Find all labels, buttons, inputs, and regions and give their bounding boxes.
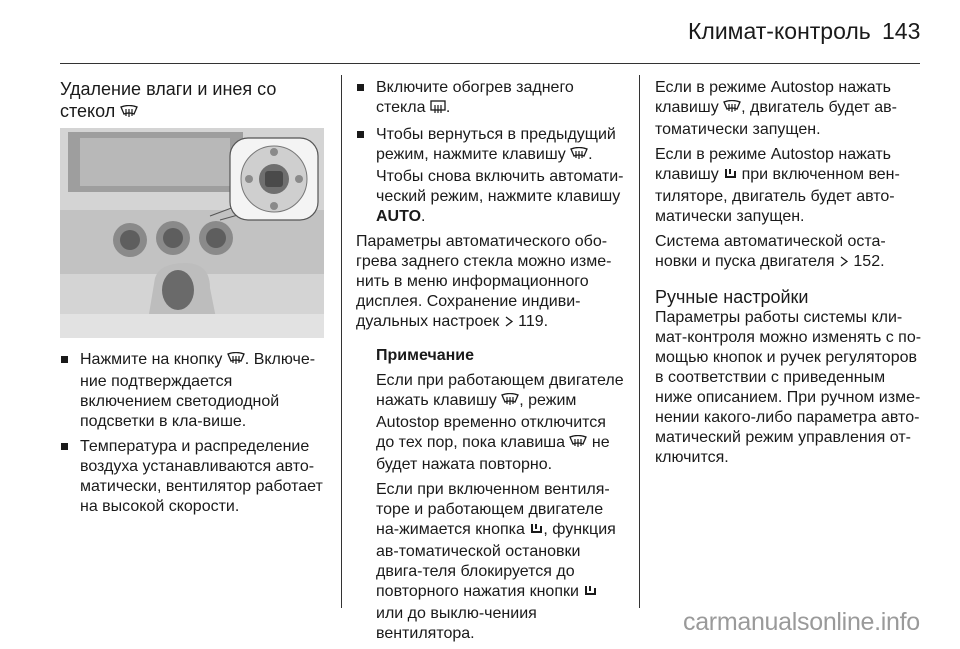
column-1 — [60, 78, 326, 124]
paragraph: Если в режиме Autostop нажать клавишу , двигатель будет ав-томатически запущен. — [655, 79, 897, 138]
page-number: 143 — [882, 18, 921, 44]
fan-icon — [583, 584, 597, 604]
list-item: Чтобы вернуться в предыдущий режим, нажмите клавишу . Чтобы снова включить автомати-ческий режим, нажмите клавишу AUTO. — [356, 125, 624, 227]
note-title: Примечание — [376, 347, 475, 364]
note-paragraph: Если при включенном вентиля-торе и работающем двигателе на-жимается кнопка , функция ав-томатической остановки двига-теля блокируется до повторного нажатия кнопки или до выклю-чениия вентилятора. — [376, 481, 616, 642]
column-3 — [655, 78, 923, 473]
windscreen-defrost-icon — [570, 147, 588, 167]
column-divider-2 — [639, 75, 640, 608]
paragraph: Система автоматической оста-новки и пуска двигателя 152. — [655, 232, 923, 274]
paragraph: Если в режиме Autostop нажать клавишу при включенном вен-тиляторе, двигатель будет авто-матически запущен. — [655, 146, 900, 225]
list-item: Нажмите на кнопку . Включе-ние подтверждается включением светодиодной подсветки в кла-више. — [60, 350, 326, 432]
fan-icon — [529, 522, 543, 542]
page-header-title: Климат-контроль — [688, 18, 871, 44]
section-heading-defrost: Удаление влаги и инея со стекол — [60, 78, 326, 124]
windscreen-defrost-icon — [569, 435, 587, 455]
climate-panel-photo — [60, 128, 324, 338]
windscreen-defrost-icon — [501, 393, 519, 413]
column-divider-1 — [341, 75, 342, 608]
list-item: Температура и распределение воздуха устанавливаются авто-матически, вентилятор работает на высокой скорости. — [60, 437, 326, 517]
column-1-bullets — [60, 350, 326, 522]
header-rule — [60, 63, 920, 64]
page-reference-icon — [839, 254, 849, 274]
paragraph: Параметры работы системы кли-мат-контроля можно изменять с по-мощью кнопок и ручек регуляторов в соответствии с приведенным ниже описанием. При ручном изме-нении какого-либо параметра авто-матический режим управления от-ключится. — [655, 309, 922, 466]
page-reference-icon — [504, 314, 514, 334]
fan-icon — [723, 167, 737, 187]
windscreen-defrost-icon — [723, 100, 741, 120]
windscreen-defrost-icon — [120, 102, 138, 124]
paragraph: Параметры автоматического обо-грева заднего стекла можно изме-нить в меню информационного дисплея. Сохранение индиви-дуальных настроек 119. — [356, 232, 624, 334]
note-block — [356, 346, 624, 644]
column-2 — [356, 78, 624, 649]
note-paragraph: Если при работающем двигателе нажать клавишу , режим Autostop временно отключится до тех пор, пока клавиша не будет нажата повторно. — [376, 372, 624, 473]
list-item: Включите обогрев заднего стекла . — [356, 78, 624, 120]
windscreen-defrost-icon — [227, 352, 245, 372]
section-heading-manual: Ручные настройки — [655, 287, 809, 307]
auto-key-label: AUTO — [376, 208, 422, 225]
rear-window-heating-icon — [430, 100, 446, 120]
watermark: carmanualsonline.info — [683, 608, 920, 636]
